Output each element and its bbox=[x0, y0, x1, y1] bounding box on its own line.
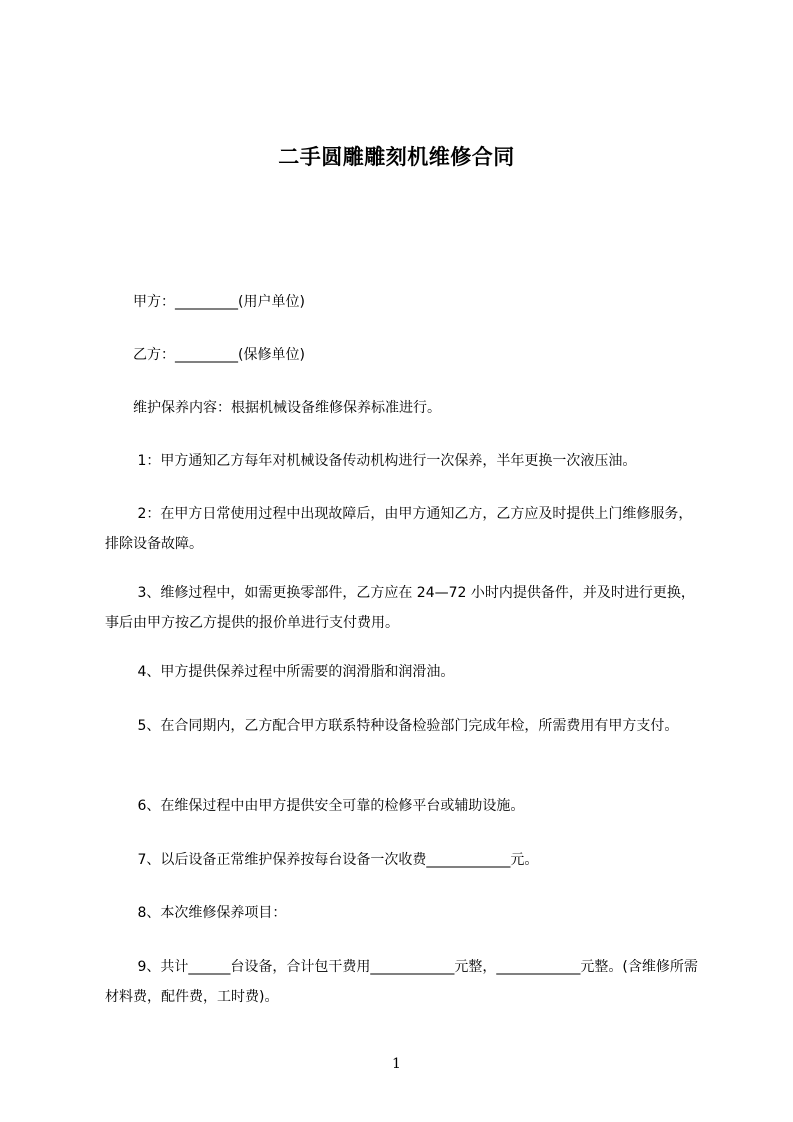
clause-2: 2：在甲方日常使用过程中出现故障后，由甲方通知乙方，乙方应及时提供上门维修服务，排除设备故障。 bbox=[105, 506, 693, 552]
clause-7: 7、以后设备正常维护保养按每台设备一次收费____________元。 bbox=[105, 852, 539, 868]
clause-9: 9、共计______台设备，合计包干费用____________元整，____________元整。(含维修所需材料费，配件费，工时费)。 bbox=[105, 959, 698, 1005]
clause-3: 3、维修过程中，如需更换零部件，乙方应在 24—72 小时内提供备件，并及时进行更换，事后由甲方按乙方提供的报价单进行支付费用。 bbox=[105, 585, 695, 631]
document-title: 二手圆雕雕刻机维修合同 bbox=[278, 145, 515, 169]
clause-6: 6、在维保过程中由甲方提供安全可靠的检修平台或辅助设施。 bbox=[105, 798, 525, 814]
party-a-line: 甲方：_________(用户单位) bbox=[105, 294, 305, 310]
clause-4: 4、甲方提供保养过程中所需要的润滑脂和润滑油。 bbox=[105, 664, 455, 680]
clause-1: 1：甲方通知乙方每年对机械设备传动机构进行一次保养，半年更换一次液压油。 bbox=[105, 453, 637, 469]
clause-5: 5、在合同期内，乙方配合甲方联系特种设备检验部门完成年检，所需费用有甲方支付。 bbox=[105, 718, 679, 734]
page-number: 1 bbox=[392, 1056, 401, 1072]
maintenance-content-line: 维护保养内容：根据机械设备维修保养标准进行。 bbox=[105, 400, 441, 416]
clause-8: 8、本次维修保养项目： bbox=[105, 905, 287, 921]
party-b-line: 乙方：_________(保修单位) bbox=[105, 347, 305, 363]
